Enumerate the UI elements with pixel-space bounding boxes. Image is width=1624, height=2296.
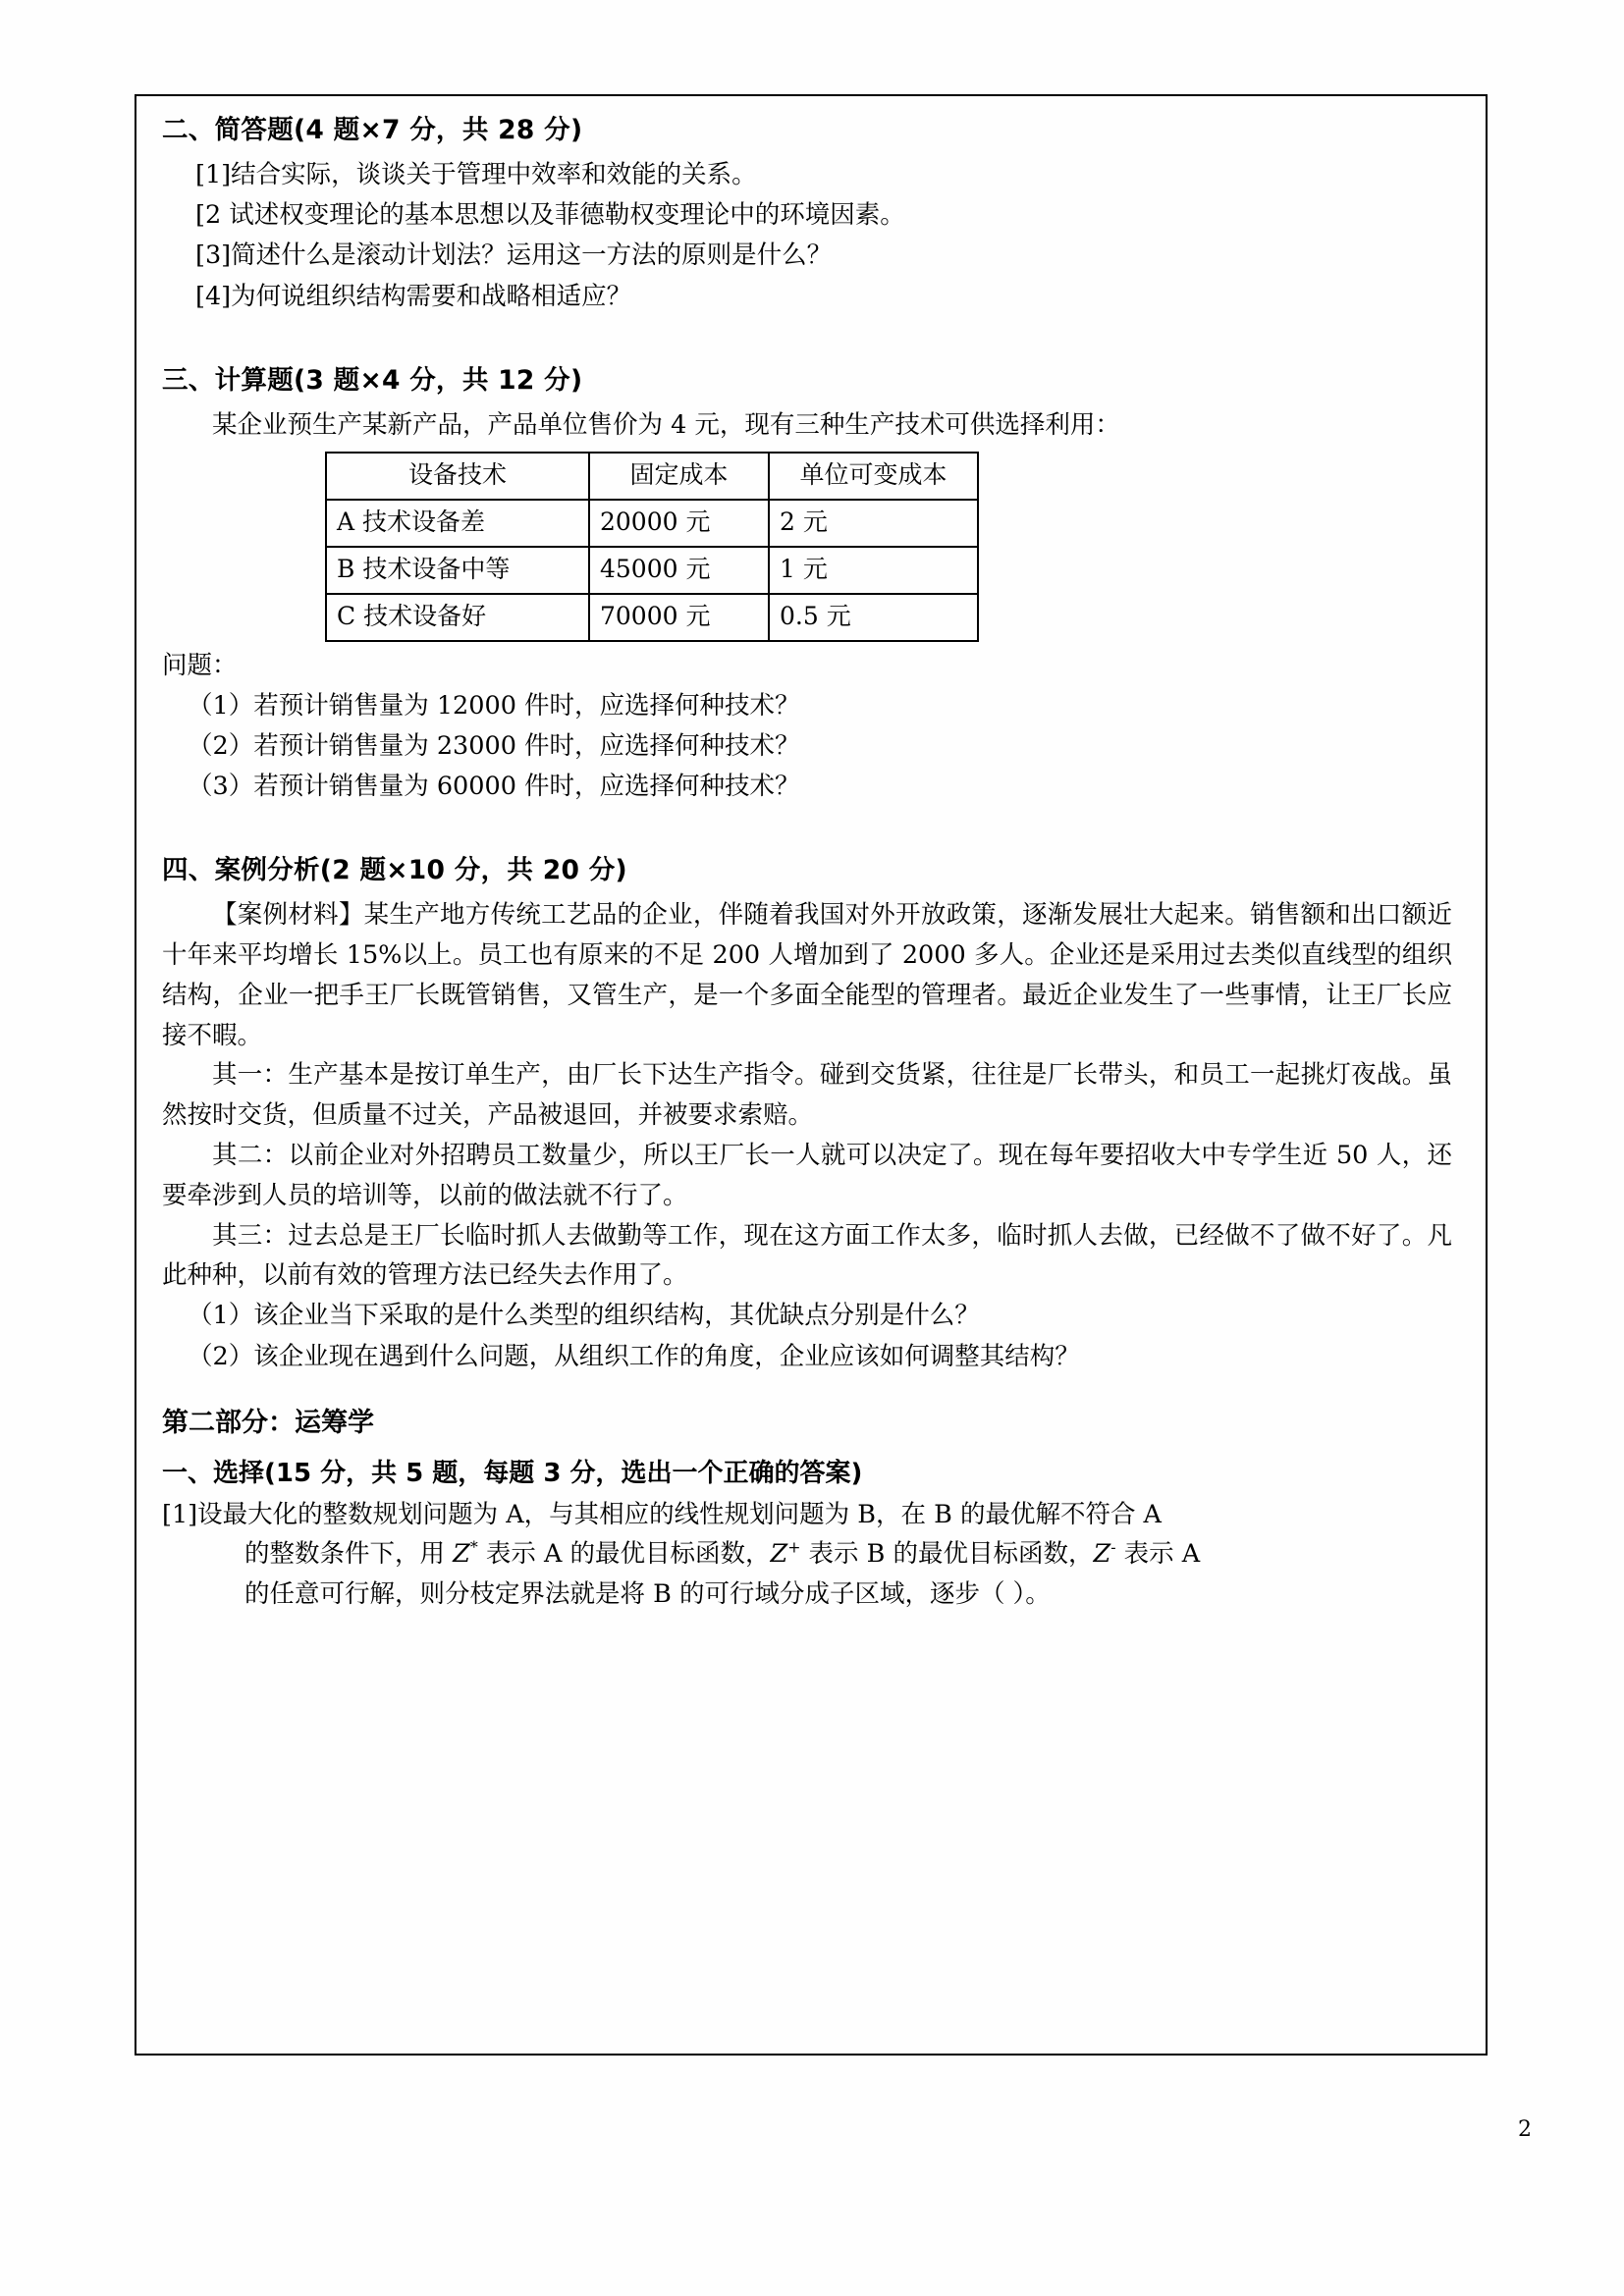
section-four-question-2: （2）该企业现在遇到什么问题，从组织工作的角度，企业应该如何调整其结构？ (188, 1341, 1080, 1371)
table-row (326, 547, 978, 594)
cost-table-wrapper (162, 452, 1452, 642)
table-cell-variable-c: 0.5 元 (769, 594, 978, 641)
table-cell-fixed-a: 20000 元 (589, 500, 769, 547)
cost-table (325, 452, 979, 642)
section-three-intro: 某企业预生产某新产品，产品单位售价为 4 元，现有三种生产技术可供选择利用： (212, 409, 1120, 440)
q1-text-d: 表示 A (1115, 1539, 1201, 1570)
case-material-paragraph: 【案例材料】某生产地方传统工艺品的企业，伴随着我国对外开放政策，逐渐发展壮大起来。销售额和出口额近十年来平均增长 15%以上。员工也有原来的不足 200 人增加到了 2000 多人。企业还是采用过去类似直线型的组织结构，企业一把手王厂长既管销售，又管生产，是一个多面全能型的管理者。最近企业发生了一些事情，让王厂长应接不暇。 (162, 900, 1452, 1050)
page-content-frame (135, 94, 1488, 2056)
spacer (162, 807, 1452, 850)
section-two-question-2: [2 试述权变理论的基本思想以及菲德勒权变理论中的环境因素。 (195, 200, 905, 231)
part-two-section-one-heading: 一、选择(15 分，共 5 题，每题 3 分，选出一个正确的答案) (162, 1459, 863, 1489)
section-two-question-3: [3]简述什么是滚动计划法？运用这一方法的原则是什么？ (195, 240, 833, 271)
case-point-two: 其二：以前企业对外招聘员工数量少，所以王厂长一人就可以决定了。现在每年要招收大中专学生近 50 人，还要牵涉到人员的培训等，以前的做法就不行了。 (162, 1141, 1452, 1210)
case-point-one: 其一：生产基本是按订单生产，由厂长下达生产指令。碰到交货紧，往往是厂长带头，和员工一起挑灯夜战。虽然按时交货，但质量不过关，产品被退回，并被要求索赔。 (162, 1060, 1452, 1131)
part-two-question-1-line1: [1]设最大化的整数规划问题为 A，与其相应的线性规划问题为 B，在 B 的最优解不符合 A (162, 1499, 1162, 1529)
section-two-question-4: [4]为何说组织结构需要和战略相适应？ (195, 281, 632, 311)
table-cell-fixed-c: 70000 元 (589, 594, 769, 641)
part-two-heading: 第二部分：运筹学 (162, 1407, 374, 1438)
symbol-z-plus: Z (770, 1539, 788, 1570)
table-row (326, 594, 978, 641)
table-header-row (326, 453, 978, 500)
symbol-z-plus-superscript: + (787, 1537, 801, 1557)
table-cell-tech-c: C 技术设备好 (326, 594, 589, 641)
section-two-heading: 二、简答题(4 题×7 分，共 28 分) (162, 115, 583, 145)
section-three-question-1: （1）若预计销售量为 12000 件时，应选择何种技术？ (188, 690, 800, 721)
section-three-question-3: （3）若预计销售量为 60000 件时，应选择何种技术？ (188, 772, 800, 802)
q1-text-b: 表示 A 的最优目标函数， (477, 1539, 771, 1570)
spacer (162, 317, 1452, 360)
table-cell-variable-a: 2 元 (769, 500, 978, 547)
symbol-z-minus: Z (1093, 1539, 1111, 1570)
table-cell-fixed-b: 45000 元 (589, 547, 769, 594)
table-header-technology: 设备技术 (326, 453, 589, 500)
symbol-z-star: Z (453, 1539, 470, 1570)
q1-text-a: 的整数条件下，用 (244, 1539, 454, 1570)
case-point-three: 其三：过去总是王厂长临时抓人去做勤等工作，现在这方面工作太多，临时抓人去做，已经做不了做不好了。凡此种种，以前有效的管理方法已经失去作用了。 (162, 1220, 1452, 1291)
symbol-z-minus-superscript: - (1110, 1537, 1116, 1557)
table-row (326, 500, 978, 547)
page-number: 2 (1518, 2117, 1532, 2142)
symbol-z-star-superscript: * (469, 1537, 478, 1557)
section-three-questions-label: 问题： (162, 650, 238, 680)
table-header-unit-variable-cost: 单位可变成本 (769, 453, 978, 500)
table-header-fixed-cost: 固定成本 (589, 453, 769, 500)
part-two-question-1-line3: 的任意可行解，则分枝定界法就是将 B 的可行域分成子区域，逐步（ ）。 (244, 1579, 1051, 1610)
table-cell-tech-a: A 技术设备差 (326, 500, 589, 547)
section-four-question-1: （1）该企业当下采取的是什么类型的组织结构，其优缺点分别是什么？ (188, 1301, 980, 1331)
part-two-question-1-line2 (162, 1534, 1452, 1575)
document-content (162, 110, 1452, 1615)
section-four-heading: 四、案例分析(2 题×10 分，共 20 分) (162, 855, 627, 886)
section-three-question-2: （2）若预计销售量为 23000 件时，应选择何种技术？ (188, 730, 800, 761)
q1-text-c: 表示 B 的最优目标函数， (800, 1539, 1094, 1570)
section-two-question-1: [1]结合实际，谈谈关于管理中效率和效能的关系。 (195, 159, 757, 189)
table-cell-variable-b: 1 元 (769, 547, 978, 594)
spacer (162, 1377, 1452, 1403)
table-cell-tech-b: B 技术设备中等 (326, 547, 589, 594)
section-three-heading: 三、计算题(3 题×4 分，共 12 分) (162, 365, 583, 397)
